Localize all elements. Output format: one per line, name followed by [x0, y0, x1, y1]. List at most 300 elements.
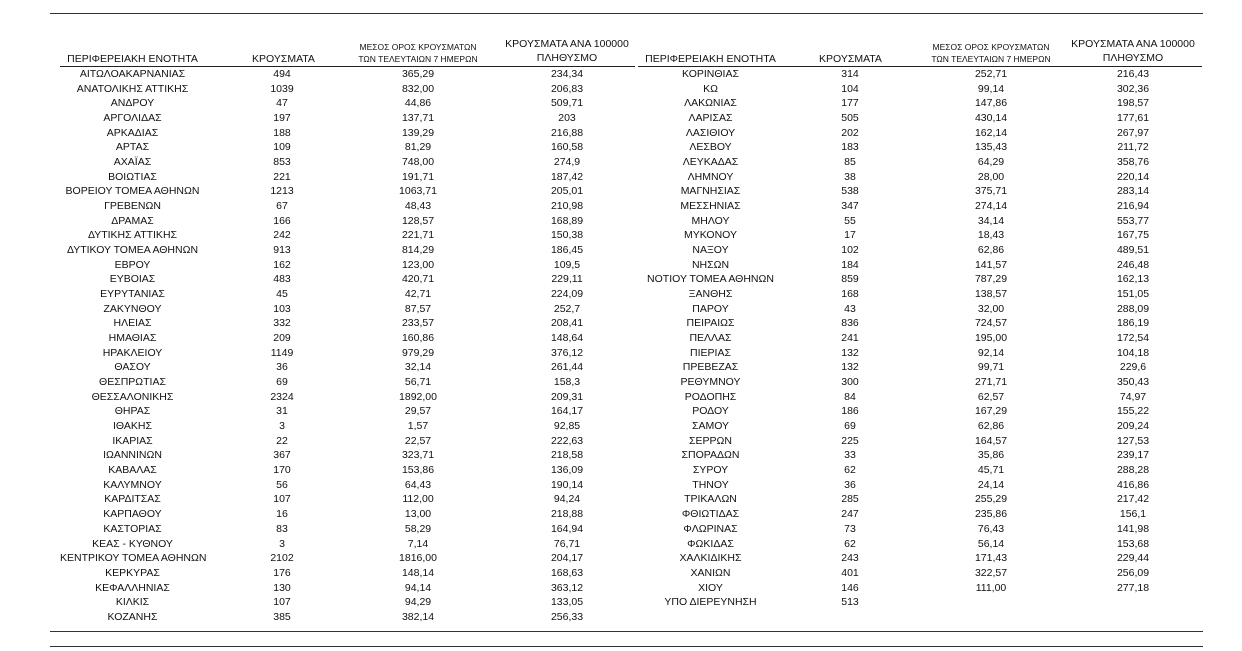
cell-cases: 347	[841, 200, 859, 213]
cell-region: ΚΟΖΑΝΗΣ	[107, 610, 158, 623]
cell-region: ΠΙΕΡΙΑΣ	[690, 346, 731, 359]
table-row	[638, 170, 1202, 185]
cell-region: ΚΑΣΤΟΡΙΑΣ	[103, 522, 162, 535]
cell-cases: 162	[273, 258, 291, 271]
header-avg	[920, 41, 1062, 65]
cell-avg-7d: 92,14	[977, 346, 1005, 359]
cell-avg-7d: 814,29	[401, 244, 435, 257]
table-row	[60, 126, 635, 141]
cell-cases: 107	[273, 596, 291, 609]
cell-cases: 109	[273, 141, 291, 154]
rows-left	[60, 67, 635, 625]
cell-avg-7d: 32,14	[404, 361, 432, 374]
cell-avg-7d: 191,71	[401, 170, 435, 183]
cell-region: ΣΠΟΡΑΔΩΝ	[681, 449, 740, 462]
cell-cases: 62	[844, 464, 856, 477]
table-row	[60, 140, 635, 155]
bottom-rule	[50, 631, 1203, 632]
cell-per-100k: 206,83	[550, 82, 584, 95]
cell-cases: 385	[273, 610, 291, 623]
cell-region: ΕΒΡΟΥ	[114, 258, 151, 271]
table-row	[638, 287, 1202, 302]
cell-region: ΤΡΙΚΑΛΩΝ	[684, 493, 737, 506]
cell-region: ΘΕΣΠΡΩΤΙΑΣ	[99, 376, 166, 389]
cell-cases: 401	[841, 566, 859, 579]
cell-per-100k: 127,53	[1116, 434, 1150, 447]
cell-avg-7d: 160,86	[401, 332, 435, 345]
cell-per-100k: 216,43	[1116, 68, 1150, 80]
cell-avg-7d: 139,29	[401, 126, 435, 139]
cell-region: ΚΕΝΤΡΙΚΟΥ ΤΟΜΕΑ ΑΘΗΝΩΝ	[60, 552, 207, 565]
table-row	[60, 522, 635, 537]
table-row	[638, 126, 1202, 141]
table-row	[638, 228, 1202, 243]
cell-cases: 22	[276, 434, 288, 447]
cell-per-100k: 190,14	[550, 478, 584, 491]
cell-avg-7d: 34,14	[977, 214, 1005, 227]
cell-per-100k: 267,97	[1116, 126, 1150, 139]
table-row	[638, 507, 1202, 522]
cell-cases: 47	[276, 97, 288, 110]
table-row	[638, 478, 1202, 493]
header-per-line2: ΠΛΗΘΥΣΜΟ	[536, 52, 598, 64]
table-row	[638, 96, 1202, 111]
cell-region: ΧΑΝΙΩΝ	[690, 566, 731, 579]
cell-avg-7d: 99,71	[977, 361, 1005, 374]
cell-avg-7d: 171,43	[974, 552, 1008, 565]
table-row	[638, 595, 1202, 610]
cell-region: ΑΡΓΟΛΙΔΑΣ	[103, 112, 162, 125]
cell-cases: 31	[276, 405, 288, 418]
cell-avg-7d: 94,14	[404, 581, 432, 594]
cell-region: ΙΩΑΝΝΙΝΩΝ	[103, 449, 162, 462]
table-row	[60, 360, 635, 375]
table-row	[638, 390, 1202, 405]
cell-avg-7d: 724,57	[974, 317, 1008, 330]
table-row	[60, 419, 635, 434]
table-row	[638, 155, 1202, 170]
table-row	[60, 507, 635, 522]
cell-avg-7d: 56,71	[404, 376, 432, 389]
cell-region: ΚΩ	[703, 82, 718, 95]
cell-region: ΥΠΟ ΔΙΕΡΕΥΝΗΣΗ	[664, 596, 757, 609]
cell-cases: 146	[841, 581, 859, 594]
cell-per-100k: 211,72	[1117, 141, 1149, 154]
cell-per-100k: 177,61	[1116, 112, 1150, 125]
cell-cases: 33	[844, 449, 856, 462]
cell-per-100k: 160,58	[550, 141, 584, 154]
cell-cases: 538	[841, 185, 859, 198]
cell-cases: 67	[276, 200, 288, 213]
cell-cases: 132	[841, 361, 859, 374]
table-header	[638, 38, 1202, 67]
cell-region: ΣΑΜΟΥ	[691, 420, 730, 433]
cell-avg-7d: 94,29	[404, 596, 432, 609]
cell-per-100k: 210,98	[550, 200, 584, 213]
cell-per-100k: 216,88	[550, 126, 584, 139]
cell-region: ΧΙΟΥ	[698, 581, 723, 594]
table-left	[60, 38, 635, 625]
cell-region: ΚΑΡΠΑΘΟΥ	[103, 508, 162, 521]
cell-region: ΘΗΡΑΣ	[114, 405, 151, 418]
cell-per-100k: 208,41	[550, 317, 584, 330]
cell-per-100k: 302,36	[1116, 82, 1150, 95]
cell-cases: 3	[279, 537, 285, 550]
header-region: ΠΕΡΙΦΕΡΕΙΑΚΗ ΕΝΟΤΗΤΑ	[67, 53, 198, 65]
cell-per-100k: 234,34	[550, 68, 584, 80]
cell-region: ΠΕΙΡΑΙΩΣ	[686, 317, 735, 330]
cell-cases: 197	[273, 112, 291, 125]
cell-avg-7d: 162,14	[974, 126, 1008, 139]
cell-cases: 36	[276, 361, 288, 374]
cell-cases: 859	[841, 273, 859, 286]
cell-cases: 186	[841, 405, 859, 418]
cell-region: ΜΕΣΣΗΝΙΑΣ	[680, 200, 741, 213]
cell-region: ΦΩΚΙΔΑΣ	[687, 537, 734, 550]
cell-cases: 62	[844, 537, 856, 550]
cell-per-100k: 109,5	[553, 258, 581, 271]
cell-per-100k: 416,86	[1116, 478, 1150, 491]
cell-avg-7d: 252,71	[974, 68, 1008, 80]
cell-per-100k: 141,98	[1116, 522, 1150, 535]
cell-avg-7d: 13,00	[404, 508, 432, 521]
cell-cases: 43	[844, 302, 856, 315]
header-per-line1: ΚΡΟΥΣΜΑΤΑ ΑΝΑ 100000	[1071, 38, 1195, 50]
cell-per-100k: 288,09	[1116, 302, 1150, 315]
cell-region: ΚΑΒΑΛΑΣ	[108, 464, 157, 477]
header-avg-line1: ΜΕΣΟΣ ΟΡΟΣ ΚΡΟΥΣΜΑΤΩΝ	[932, 42, 1050, 52]
cell-cases: 241	[841, 332, 859, 345]
cell-per-100k: 218,58	[550, 449, 584, 462]
cell-cases: 183	[841, 141, 859, 154]
cell-avg-7d: 42,71	[404, 288, 432, 301]
cell-region: ΙΘΑΚΗΣ	[113, 420, 152, 433]
cell-per-100k: 150,38	[550, 229, 584, 242]
rows-right	[638, 67, 1202, 610]
header-cases: ΚΡΟΥΣΜΑΤΑ	[819, 53, 882, 65]
cell-per-100k: 153,68	[1116, 537, 1150, 550]
cell-avg-7d: 62,86	[977, 420, 1005, 433]
cell-cases: 247	[841, 508, 859, 521]
header-avg-line2: ΤΩΝ ΤΕΛΕΥΤΑΙΩΝ 7 ΗΜΕΡΩΝ	[931, 54, 1051, 64]
cell-region: ΠΕΛΛΑΣ	[689, 332, 732, 345]
cell-cases: 202	[841, 126, 859, 139]
cell-region: ΚΙΛΚΙΣ	[115, 596, 150, 609]
cell-avg-7d: 271,71	[974, 376, 1008, 389]
cell-avg-7d: 233,57	[401, 317, 435, 330]
cell-avg-7d: 22,57	[404, 434, 432, 447]
cell-cases: 85	[844, 156, 856, 169]
table-row	[638, 566, 1202, 581]
table-row	[638, 67, 1202, 82]
cell-per-100k: 209,24	[1116, 420, 1150, 433]
table-row	[60, 228, 635, 243]
cell-avg-7d: 375,71	[974, 185, 1008, 198]
table-row	[60, 331, 635, 346]
cell-per-100k: 239,17	[1116, 449, 1150, 462]
cell-avg-7d: 138,57	[974, 288, 1008, 301]
table-row	[60, 375, 635, 390]
cell-region: ΝΟΤΙΟΥ ΤΟΜΕΑ ΑΘΗΝΩΝ	[647, 273, 774, 286]
cell-per-100k: 94,24	[553, 493, 581, 506]
cell-avg-7d: 62,86	[977, 244, 1005, 257]
cell-region: ΗΜΑΘΙΑΣ	[108, 332, 157, 345]
cell-per-100k: 229,44	[1116, 552, 1150, 565]
cell-region: ΣΕΡΡΩΝ	[689, 434, 732, 447]
cell-per-100k: 172,54	[1116, 332, 1150, 345]
cell-avg-7d: 7,14	[407, 537, 429, 550]
cell-per-100k: 76,71	[553, 537, 581, 550]
table-row	[60, 537, 635, 552]
cell-region: ΑΙΤΩΛΟΑΚΑΡΝΑΝΙΑΣ	[79, 68, 186, 80]
cell-per-100k: 104,18	[1116, 346, 1150, 359]
cell-cases: 45	[276, 288, 288, 301]
cell-avg-7d: 18,43	[977, 229, 1005, 242]
header-region: ΠΕΡΙΦΕΡΕΙΑΚΗ ΕΝΟΤΗΤΑ	[645, 53, 776, 65]
cell-avg-7d: 1816,00	[399, 552, 437, 565]
table-row	[60, 302, 635, 317]
cell-per-100k: 198,57	[1116, 97, 1150, 110]
cell-per-100k: 217,42	[1116, 493, 1150, 506]
cell-region: ΝΗΣΩΝ	[691, 258, 730, 271]
cell-per-100k: 350,43	[1116, 376, 1150, 389]
table-row	[60, 96, 635, 111]
cell-per-100k: 167,75	[1116, 229, 1150, 242]
table-row	[638, 522, 1202, 537]
cell-region: ΡΕΘΥΜΝΟΥ	[680, 376, 741, 389]
cell-cases: 483	[273, 273, 291, 286]
cell-region: ΚΑΛΥΜΝΟΥ	[103, 478, 162, 491]
table-row	[60, 566, 635, 581]
cell-per-100k: 252,7	[553, 302, 581, 315]
cell-cases: 513	[841, 596, 859, 609]
cell-region: ΦΘΙΩΤΙΔΑΣ	[681, 508, 740, 521]
cell-avg-7d: 56,14	[977, 537, 1005, 550]
table-row	[638, 82, 1202, 97]
cell-region: ΙΚΑΡΙΑΣ	[112, 434, 153, 447]
cell-cases: 285	[841, 493, 859, 506]
header-per100k	[1064, 37, 1202, 65]
table-row	[60, 478, 635, 493]
cell-cases: 913	[273, 244, 291, 257]
cell-region: ΔΥΤΙΚΗΣ ΑΤΤΙΚΗΣ	[87, 229, 178, 242]
table-row	[60, 316, 635, 331]
cell-cases: 242	[273, 229, 291, 242]
cell-avg-7d: 167,29	[974, 405, 1008, 418]
cell-avg-7d: 24,14	[977, 478, 1005, 491]
cell-region: ΓΡΕΒΕΝΩΝ	[104, 200, 161, 213]
cell-per-100k: 489,51	[1116, 244, 1150, 257]
table-row	[60, 434, 635, 449]
cell-cases: 38	[844, 170, 856, 183]
table-row	[638, 404, 1202, 419]
cell-avg-7d: 58,29	[404, 522, 432, 535]
cell-cases: 314	[841, 68, 859, 80]
cell-region: ΗΡΑΚΛΕΙΟΥ	[102, 346, 163, 359]
cell-avg-7d: 832,00	[401, 82, 435, 95]
cell-per-100k: 148,64	[550, 332, 584, 345]
cell-region: ΡΟΔΟΥ	[692, 405, 729, 418]
footer-rule	[50, 646, 1203, 647]
cell-cases: 16	[276, 508, 288, 521]
table-row	[60, 448, 635, 463]
cell-per-100k: 553,77	[1116, 214, 1150, 227]
cell-cases: 225	[841, 434, 859, 447]
table-row	[60, 492, 635, 507]
header-avg-line2: ΤΩΝ ΤΕΛΕΥΤΑΙΩΝ 7 ΗΜΕΡΩΝ	[358, 54, 478, 64]
cell-cases: 132	[841, 346, 859, 359]
cell-avg-7d: 135,43	[974, 141, 1008, 154]
cell-avg-7d: 164,57	[974, 434, 1008, 447]
top-rule	[50, 13, 1203, 14]
table-right	[638, 38, 1202, 610]
table-row	[638, 419, 1202, 434]
cell-avg-7d: 323,71	[401, 449, 435, 462]
cell-per-100k: 216,94	[1116, 200, 1150, 213]
cell-avg-7d: 99,14	[977, 82, 1005, 95]
table-row	[60, 610, 635, 625]
header-avg	[350, 41, 486, 65]
cell-cases: 56	[276, 478, 288, 491]
table-row	[60, 463, 635, 478]
cell-cases: 107	[273, 493, 291, 506]
cell-per-100k: 136,09	[550, 464, 584, 477]
cell-per-100k: 209,31	[550, 390, 584, 403]
cell-per-100k: 92,85	[553, 420, 581, 433]
cell-per-100k: 151,05	[1116, 288, 1150, 301]
cell-per-100k: 229,6	[1119, 361, 1147, 374]
cell-region: ΚΕΑΣ - ΚΥΘΝΟΥ	[92, 537, 173, 550]
cell-region: ΖΑΚΥΝΘΟΥ	[103, 302, 162, 315]
cell-region: ΚΕΡΚΥΡΑΣ	[105, 566, 160, 579]
table-row	[638, 214, 1202, 229]
cell-region: ΛΑΣΙΘΙΟΥ	[685, 126, 736, 139]
cell-region: ΜΗΛΟΥ	[691, 214, 730, 227]
table-row	[638, 375, 1202, 390]
cell-avg-7d: 45,71	[977, 464, 1005, 477]
cell-cases: 1149	[270, 346, 294, 359]
cell-per-100k: 168,89	[550, 214, 584, 227]
table-row	[638, 492, 1202, 507]
table-row	[638, 434, 1202, 449]
cell-cases: 1039	[270, 82, 294, 95]
table-row	[638, 581, 1202, 596]
cell-avg-7d: 48,43	[404, 200, 432, 213]
cell-region: ΡΟΔΟΠΗΣ	[684, 390, 737, 403]
cell-region: ΛΗΜΝΟΥ	[687, 170, 734, 183]
cell-cases: 170	[273, 464, 291, 477]
cell-region: ΑΝΑΤΟΛΙΚΗΣ ΑΤΤΙΚΗΣ	[76, 82, 189, 95]
table-row	[60, 111, 635, 126]
cell-cases: 2102	[270, 552, 294, 565]
cell-avg-7d: 137,71	[401, 112, 435, 125]
cell-per-100k: 168,63	[550, 566, 584, 579]
cell-avg-7d: 123,00	[401, 258, 435, 271]
table-row	[638, 199, 1202, 214]
table-row	[60, 390, 635, 405]
table-row	[60, 346, 635, 361]
cell-per-100k: 288,28	[1116, 464, 1150, 477]
cell-cases: 36	[844, 478, 856, 491]
table-row	[638, 111, 1202, 126]
cell-avg-7d: 28,00	[977, 170, 1005, 183]
cell-avg-7d: 32,00	[977, 302, 1005, 315]
table-row	[60, 581, 635, 596]
cell-per-100k: 229,11	[551, 273, 583, 286]
cell-cases: 853	[273, 156, 291, 169]
cell-per-100k: 358,76	[1116, 156, 1150, 169]
cell-region: ΤΗΝΟΥ	[692, 478, 729, 491]
cell-avg-7d: 87,57	[404, 302, 432, 315]
cell-region: ΚΑΡΔΙΤΣΑΣ	[104, 493, 161, 506]
table-row	[60, 199, 635, 214]
cell-region: ΑΡΤΑΣ	[115, 141, 150, 154]
cell-cases: 84	[844, 390, 856, 403]
table-row	[60, 243, 635, 258]
cell-avg-7d: 81,29	[404, 141, 432, 154]
cell-cases: 102	[841, 244, 859, 257]
cell-avg-7d: 787,29	[974, 273, 1008, 286]
cell-avg-7d: 148,14	[401, 566, 435, 579]
cell-cases: 176	[273, 566, 291, 579]
cell-cases: 2324	[270, 390, 294, 403]
cell-region: ΣΥΡΟΥ	[692, 464, 729, 477]
cell-per-100k: 376,12	[550, 346, 584, 359]
table-row	[638, 448, 1202, 463]
cell-per-100k: 74,97	[1119, 390, 1147, 403]
cell-avg-7d: 235,86	[974, 508, 1008, 521]
cell-avg-7d: 1063,71	[399, 185, 437, 198]
cell-avg-7d: 64,43	[404, 478, 432, 491]
cell-cases: 836	[841, 317, 859, 330]
header-per-line2: ΠΛΗΘΥΣΜΟ	[1102, 52, 1164, 64]
table-row	[60, 67, 635, 82]
cell-per-100k: 256,33	[550, 610, 584, 623]
cell-per-100k: 204,17	[550, 552, 584, 565]
cell-avg-7d: 221,71	[401, 229, 435, 242]
cell-cases: 1213	[270, 185, 294, 198]
cell-per-100k: 256,09	[1116, 566, 1150, 579]
cell-avg-7d: 76,43	[977, 522, 1005, 535]
table-row	[638, 184, 1202, 199]
cell-region: ΠΡΕΒΕΖΑΣ	[682, 361, 739, 374]
cell-avg-7d: 255,29	[974, 493, 1008, 506]
cell-avg-7d: 141,57	[974, 258, 1008, 271]
cell-avg-7d: 64,29	[977, 156, 1005, 169]
cell-avg-7d: 1,57	[407, 420, 429, 433]
cell-region: ΕΥΡΥΤΑΝΙΑΣ	[100, 288, 165, 301]
table-row	[60, 82, 635, 97]
cell-avg-7d: 128,57	[401, 214, 435, 227]
table-row	[638, 140, 1202, 155]
cell-region: ΛΕΣΒΟΥ	[689, 141, 732, 154]
cell-per-100k: 158,3	[553, 376, 581, 389]
cell-per-100k: 283,14	[1116, 185, 1150, 198]
table-row	[638, 551, 1202, 566]
header-per100k	[500, 37, 634, 65]
cell-cases: 83	[276, 522, 288, 535]
table-row	[60, 184, 635, 199]
cell-avg-7d: 153,86	[401, 464, 435, 477]
cell-cases: 177	[841, 97, 859, 110]
cell-cases: 55	[844, 214, 856, 227]
cell-cases: 73	[844, 522, 856, 535]
cell-cases: 209	[273, 332, 291, 345]
table-row	[60, 155, 635, 170]
cell-avg-7d: 322,57	[974, 566, 1008, 579]
cell-region: ΔΡΑΜΑΣ	[111, 214, 154, 227]
cell-cases: 103	[273, 302, 291, 315]
